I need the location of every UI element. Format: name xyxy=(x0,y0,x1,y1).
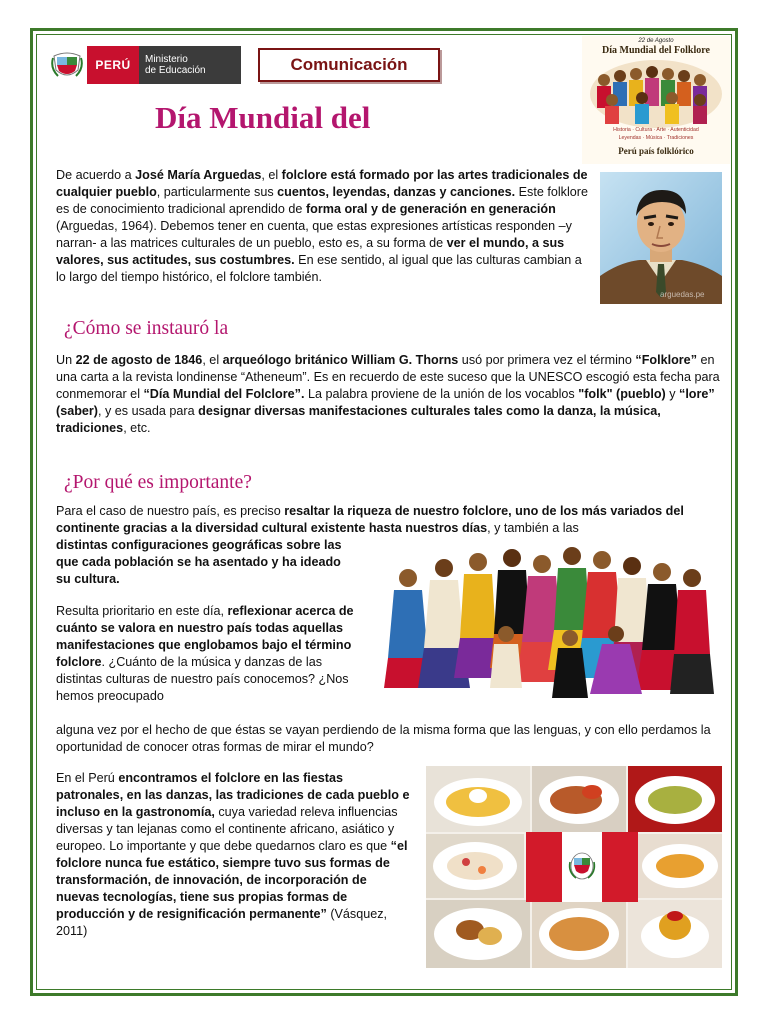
origin-text-8: , etc. xyxy=(123,421,151,435)
importance-bold-3: reflexionar acerca de cuánto se valora en nuestro país todas aquellas manifestaciones que englobamos bajo el término folclore xyxy=(56,604,354,669)
importance-paragraph-geography xyxy=(56,537,358,588)
intro-text-5: (Arguedas, 1964). Debemos tener en cuenta, que estas expresiones artísticas responden –y narran- a las matrices culturales de un pueblo, esto es, a su forma de xyxy=(56,219,572,250)
gastronomy-text-2: cuya variedad releva influencias diversas y tan lejanas como el continente africano, asiático y europeo. Lo importante y que debe quedarnos claro es que xyxy=(56,805,398,853)
ministry-line-1: Ministerio xyxy=(145,54,188,65)
origin-text-2: , el xyxy=(202,353,223,367)
peru-flag-icon xyxy=(526,832,638,902)
intro-paragraph xyxy=(56,167,592,286)
ministry-name xyxy=(139,46,241,84)
origin-bold-4: “Día Mundial del Folclore”. xyxy=(143,387,305,401)
importance-bold-1: resaltar la riqueza de nuestro folclore, uno de los más variados del continente gracias a la diversidad cultural existente hasta nuestros días xyxy=(56,504,684,535)
section-heading-origin: ¿Cómo se instauró la xyxy=(64,318,229,339)
origin-bold-7: designar diversas manifestaciones culturales tales como la danza, la música, tradiciones xyxy=(56,404,661,435)
intro-bold-3: cuentos, leyendas, danzas y canciones. xyxy=(277,185,516,199)
peru-label: PERÚ xyxy=(87,46,139,84)
importance-paragraph-end xyxy=(56,722,722,756)
arguedas-portrait-image xyxy=(600,172,722,304)
intro-text-4: Este folklore es de conocimiento tradicional aprendido de xyxy=(56,185,588,216)
importance-text-5: alguna vez por el hecho de que éstas se vayan perdiendo de la misma forma que las lenguas, y con ello perdamos la oportunidad de conocer otras formas de mirar el mundo? xyxy=(56,723,711,754)
importance-bold-2: distintas configuraciones geográficas sobre las que cada población se ha asentado y ha ideado su cultura. xyxy=(56,538,342,586)
origin-text-3: usó por primera vez el término xyxy=(458,353,636,367)
poster-caption: Perú país folklórico xyxy=(618,146,694,156)
intro-text-6: En ese sentido, al igual que las culturas cambian a lo largo del tiempo histórico, el folclore también. xyxy=(56,253,582,284)
origin-bold-3: “Folklore” xyxy=(635,353,697,367)
origin-bold-5: "folk" (pueblo) xyxy=(578,387,666,401)
origin-text-1: Un xyxy=(56,353,76,367)
poster-date: 22 de Agosto xyxy=(638,38,674,44)
importance-text-3: Resulta prioritario en este día, xyxy=(56,604,228,618)
intro-bold-5: ver el mundo, a sus valores, sus actitudes, sus costumbres. xyxy=(56,236,565,267)
page-title: Día Mundial del xyxy=(155,100,371,135)
poster-tags-1: Historia · Cultura · Arte · Autenticidad xyxy=(613,127,699,133)
gastronomy-text-3: (Vásquez, 2011) xyxy=(56,907,388,938)
importance-text-2: , y también a las xyxy=(487,521,579,535)
intro-text-3: , particularmente sus xyxy=(156,185,278,199)
subject-box: Comunicación xyxy=(258,48,440,82)
origin-bold-2: arqueólogo británico William G. Thorns xyxy=(222,353,459,367)
origin-text-7: , y es usada para xyxy=(98,404,199,418)
poster-title: Día Mundial del Folklore xyxy=(602,45,710,56)
origin-bold-1: 22 de agosto de 1846 xyxy=(75,353,203,367)
portrait-watermark: arguedas.pe xyxy=(660,290,705,299)
folk-dancers-image xyxy=(366,538,722,714)
ministry-line-2: de Educación xyxy=(145,65,206,76)
importance-paragraph-intro xyxy=(56,503,722,537)
folklore-poster-image xyxy=(582,36,730,164)
intro-bold-1: José María Arguedas xyxy=(135,168,262,182)
gastronomy-bold-1: encontramos el folclore en las fiestas patronales, en las danzas, las tradiciones de cada pueblo e incluso en la gastronomía, xyxy=(56,771,410,819)
importance-text-4: . ¿Cuánto de la música y danzas de las distintas culturas de nuestro país conocemos? ¿Nos hemos preocupado xyxy=(56,655,349,703)
origin-text-4: en una carta a la revista londinense “Atheneum”. Es en recuerdo de este suceso que la UNESCO escogió esta fecha para conmemorar el xyxy=(56,353,720,401)
origin-paragraph xyxy=(56,352,722,437)
dancer-figures xyxy=(384,547,714,698)
intro-text-1: De acuerdo a xyxy=(56,168,136,182)
origin-text-5: La palabra proviene de la unión de los vocablos xyxy=(304,387,579,401)
intro-bold-4: forma oral y de generación en generación xyxy=(305,202,556,216)
peruvian-food-collage-image xyxy=(426,766,722,968)
intro-text-2: , el xyxy=(261,168,282,182)
intro-bold-2: folclore está formado por las artes tradicionales de cualquier pueblo xyxy=(56,168,588,199)
poster-people-illustration xyxy=(590,60,722,128)
gastronomy-paragraph xyxy=(56,770,412,940)
peru-crest-icon xyxy=(47,46,87,84)
gastronomy-bold-2: “el folclore nunca fue estático, siempre tuvo sus formas de transformación, de innovación, de incorporación de nuevas tecnologías, tiene sus propias formas de producción y de resignificación permanente” xyxy=(56,839,408,921)
origin-bold-6: “lore” (saber) xyxy=(56,387,715,418)
section-heading-importance: ¿Por qué es importante? xyxy=(64,472,252,493)
ministry-logo xyxy=(47,46,241,84)
gastronomy-text-1: En el Perú xyxy=(56,771,119,785)
importance-paragraph-reflect xyxy=(56,603,358,705)
origin-text-6: y xyxy=(665,387,680,401)
importance-text-1: Para el caso de nuestro país, es preciso xyxy=(56,504,285,518)
poster-tags-2: Leyendas · Música · Tradiciones xyxy=(618,135,694,141)
